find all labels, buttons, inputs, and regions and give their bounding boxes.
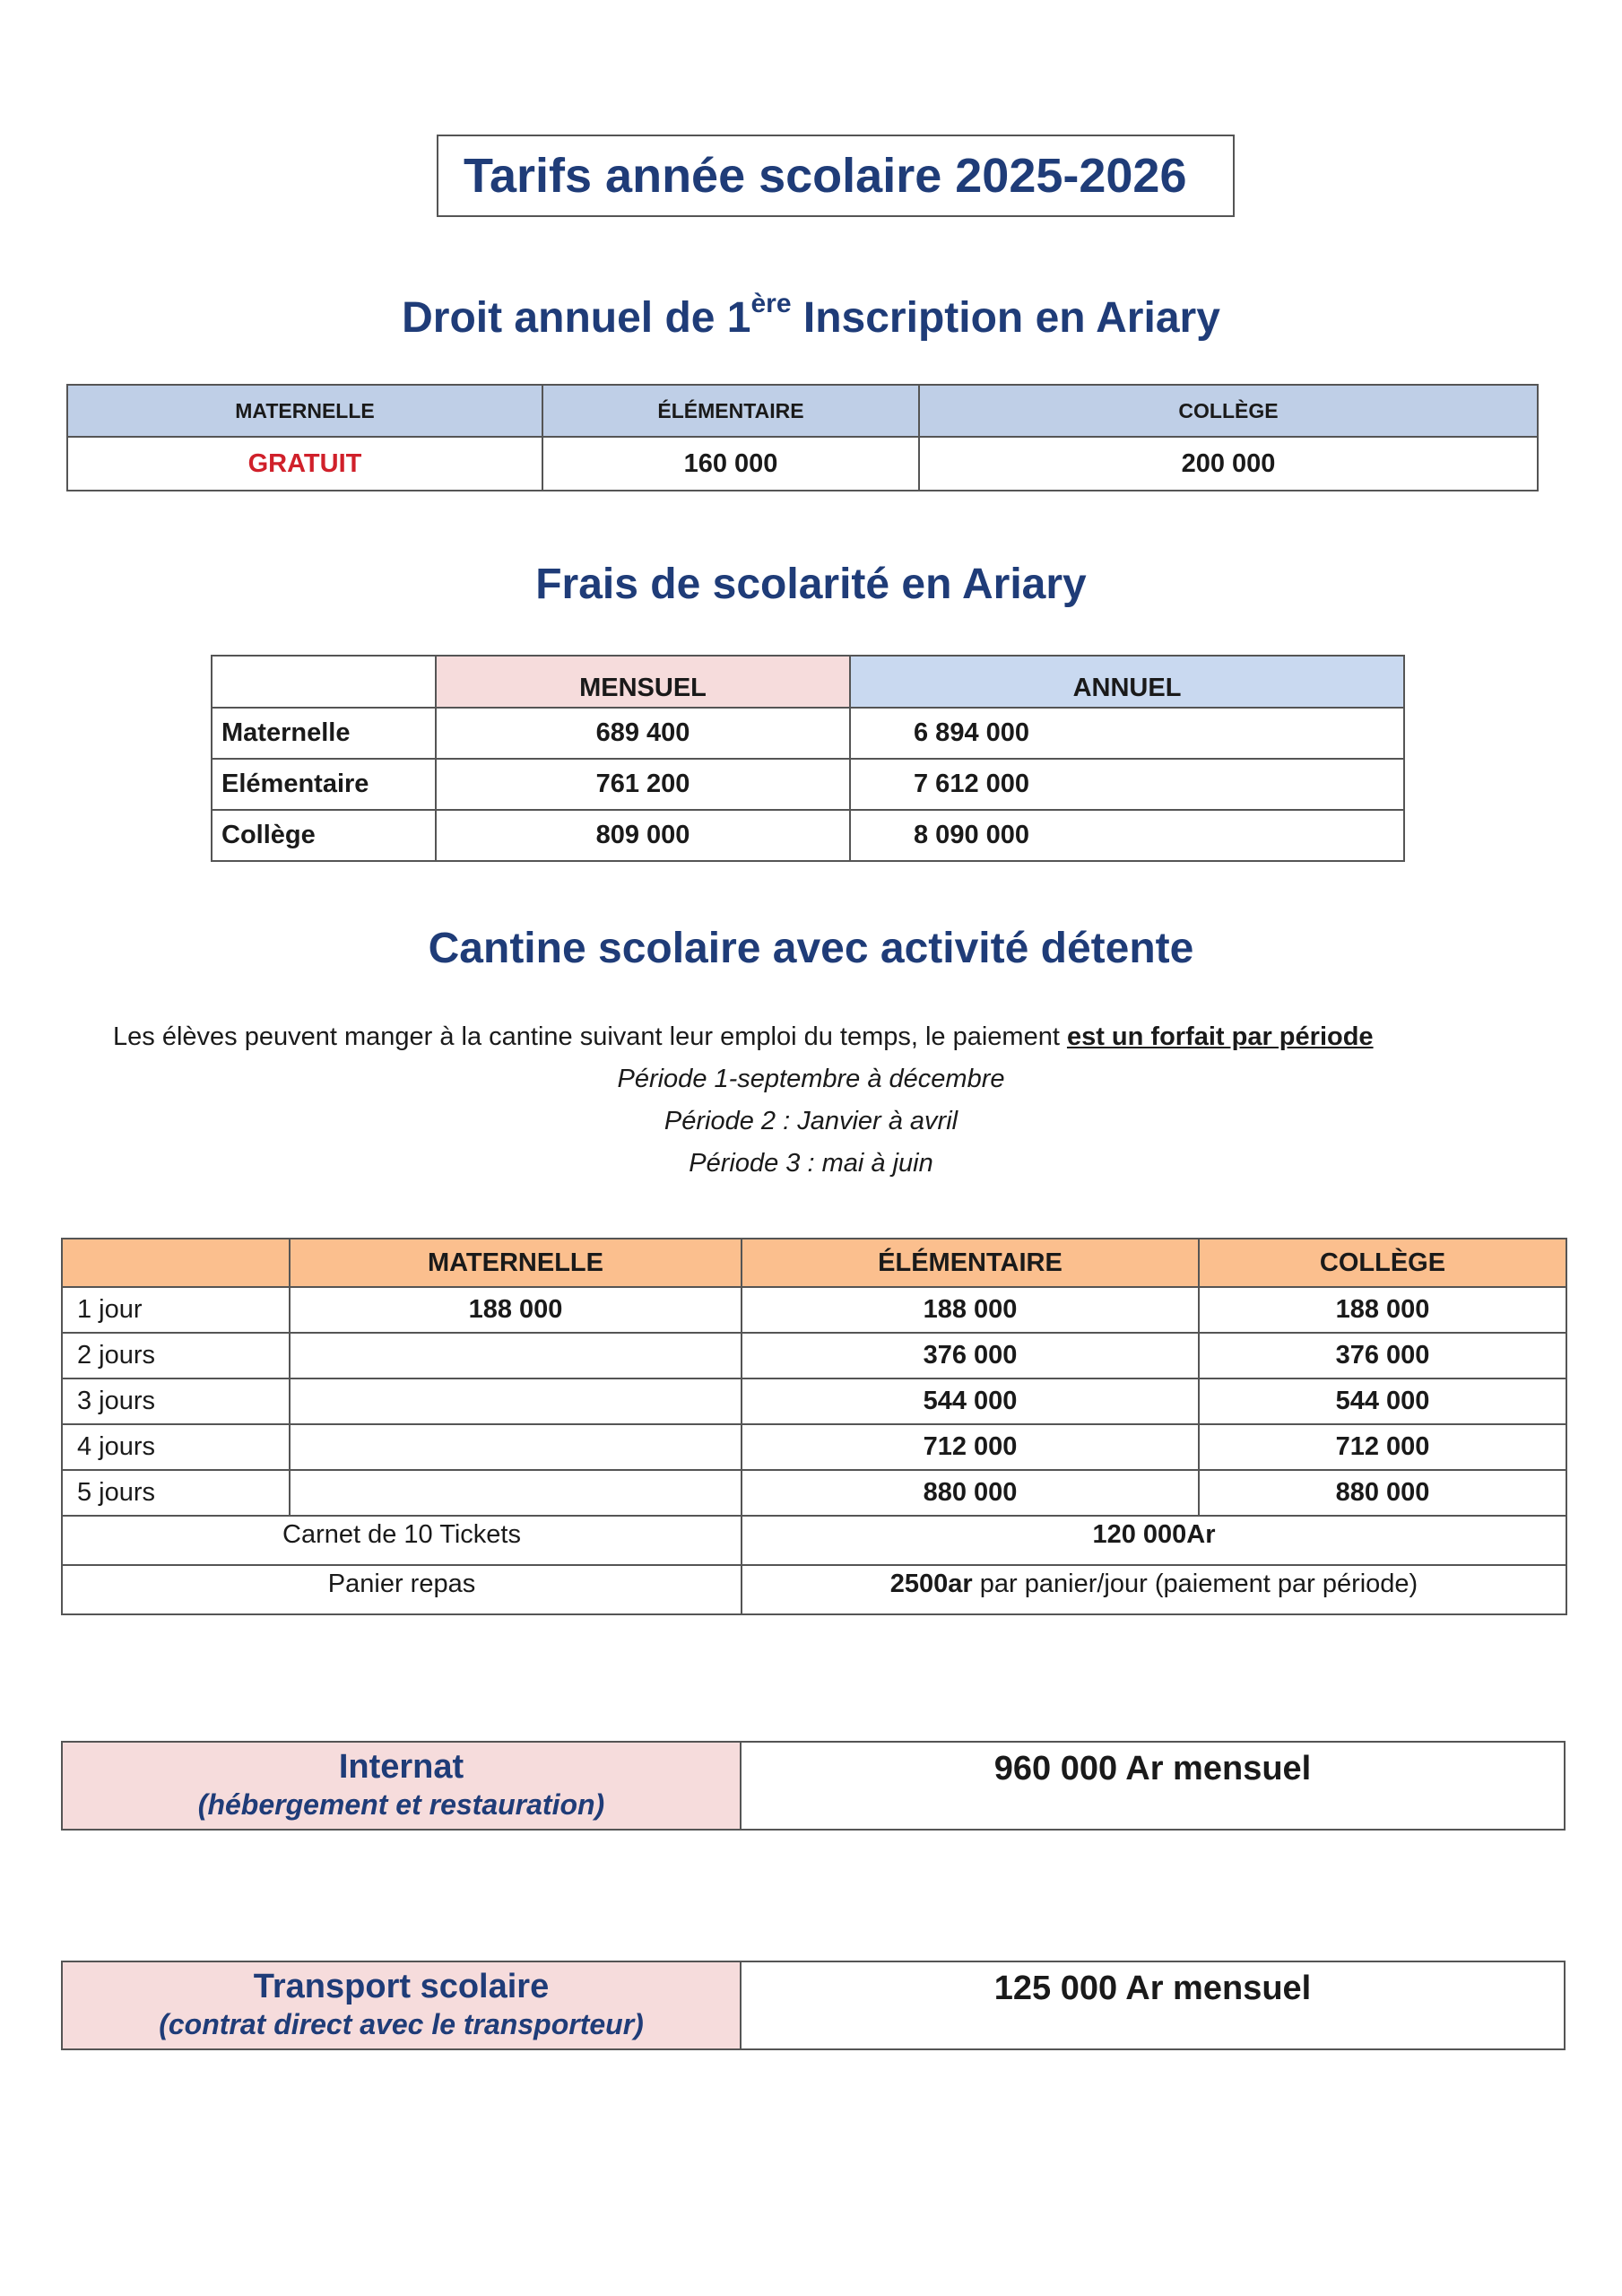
internat-title: Internat [338,1748,464,1786]
registration-fee-table [66,384,1539,491]
page-title: Tarifs année scolaire 2025-2026 [437,135,1235,217]
price-college: 880 000 [1199,1470,1566,1516]
header-college: COLLÈGE [919,385,1538,437]
table-row [212,708,1404,759]
header-maternelle: MATERNELLE [67,385,542,437]
price-college: 544 000 [1199,1378,1566,1424]
monthly-fee: 761 200 [436,759,850,810]
period-2: Période 2 : Janvier à avril [664,1107,958,1135]
transport-subtitle: (contrat direct avec le transporteur) [159,2008,644,2040]
price-college: 712 000 [1199,1424,1566,1470]
price-elementaire: 188 000 [742,1287,1199,1333]
annual-fee: 8 090 000 [850,810,1404,861]
fee-elementaire: 160 000 [542,437,919,491]
days-label: 1 jour [62,1287,290,1333]
price-elementaire: 880 000 [742,1470,1199,1516]
table-row [62,1287,1566,1333]
row-label: Maternelle [212,708,436,759]
tuition-header-empty [212,656,436,708]
panier-label: Panier repas [62,1565,742,1614]
days-label: 4 jours [62,1424,290,1470]
price-maternelle: 188 000 [290,1287,742,1333]
fee-maternelle: GRATUIT [67,437,542,491]
row-label: Elémentaire [212,759,436,810]
price-elementaire: 544 000 [742,1378,1199,1424]
cantine-header-elementaire: ÉLÉMENTAIRE [742,1239,1199,1287]
section2-heading: Frais de scolarité en Ariary [535,561,1087,608]
tuition-table [211,655,1405,862]
transport-price: 125 000 Ar mensuel [993,1970,1312,2007]
table-row [62,1378,1566,1424]
row-label: Collège [212,810,436,861]
price-college: 376 000 [1199,1333,1566,1378]
days-label: 5 jours [62,1470,290,1516]
price-elementaire: 376 000 [742,1333,1199,1378]
annual-fee: 7 612 000 [850,759,1404,810]
table-row [62,1333,1566,1378]
days-label: 2 jours [62,1333,290,1378]
transport-box [61,1961,1566,2050]
panier-value: 2500ar par panier/jour (paiement par période) [742,1565,1566,1614]
cantine-header-maternelle: MATERNELLE [290,1239,742,1287]
carnet-value: 120 000Ar [742,1516,1566,1565]
cantine-intro: Les élèves peuvent manger à la cantine suivant leur emploi du temps, le paiement est un forfait par période [113,1022,1374,1051]
period-3: Période 3 : mai à juin [689,1149,933,1178]
fee-college: 200 000 [919,437,1538,491]
price-maternelle [290,1333,742,1378]
header-elementaire: ÉLÉMENTAIRE [542,385,919,437]
internat-price: 960 000 Ar mensuel [993,1750,1312,1787]
price-maternelle [290,1424,742,1470]
price-elementaire: 712 000 [742,1424,1199,1470]
table-row [212,759,1404,810]
days-label: 3 jours [62,1378,290,1424]
internat-box [61,1741,1566,1831]
monthly-fee: 689 400 [436,708,850,759]
price-maternelle [290,1378,742,1424]
carnet-label: Carnet de 10 Tickets [62,1516,742,1565]
section1-heading: Droit annuel de 1ère Inscription en Ariary [402,289,1220,342]
annual-fee: 6 894 000 [850,708,1404,759]
cantine-header-college: COLLÈGE [1199,1239,1566,1287]
cantine-table [61,1238,1567,1615]
internat-subtitle: (hébergement et restauration) [197,1788,605,1821]
table-row [62,1470,1566,1516]
section3-heading: Cantine scolaire avec activité détente [428,925,1194,972]
tuition-header-mensuel: MENSUEL [436,656,850,708]
cantine-header-empty [62,1239,290,1287]
transport-title: Transport scolaire [253,1968,550,2005]
table-row [212,810,1404,861]
monthly-fee: 809 000 [436,810,850,861]
price-college: 188 000 [1199,1287,1566,1333]
price-maternelle [290,1470,742,1516]
period-1: Période 1-septembre à décembre [617,1065,1005,1093]
table-row [62,1424,1566,1470]
tuition-header-annuel: ANNUEL [850,656,1404,708]
